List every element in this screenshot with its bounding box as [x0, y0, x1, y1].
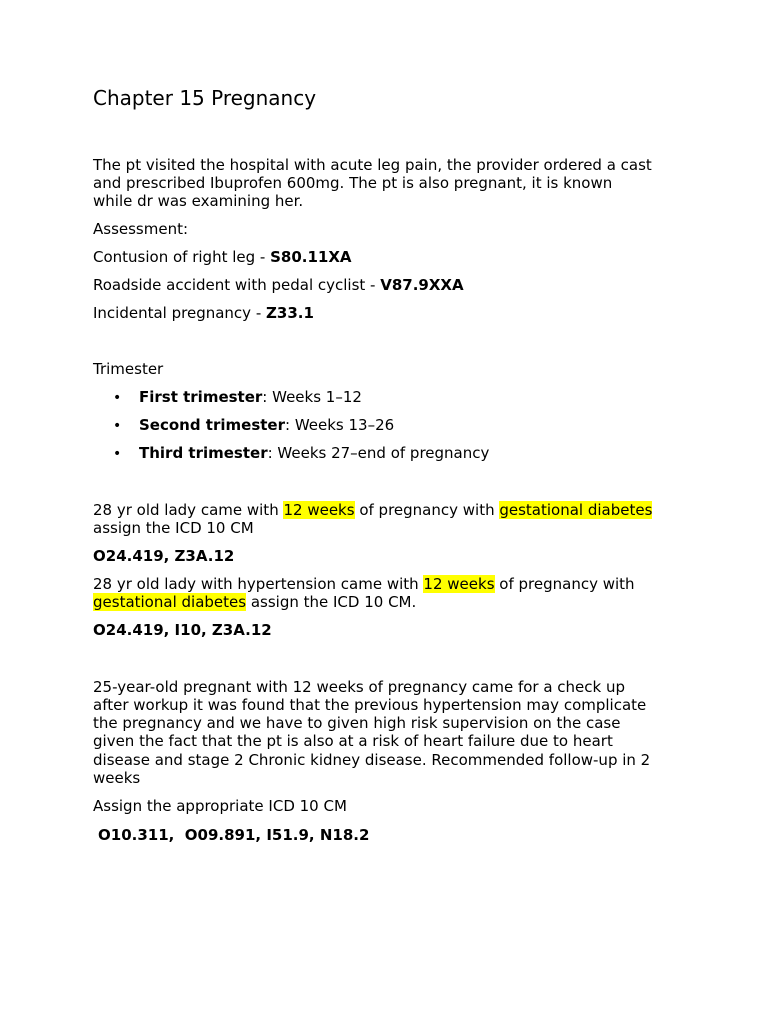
assessment-code: V87.9XXA	[380, 276, 464, 294]
trimester-label: First trimester	[139, 388, 263, 406]
intro-line-3: while dr was examining her.	[93, 192, 304, 210]
case3-line: weeks	[93, 769, 141, 787]
case3-answer	[98, 826, 369, 844]
case2-text-b: of pregnancy with	[494, 575, 635, 593]
case3-line: 25-year-old pregnant with 12 weeks of pregnancy came for a check up	[93, 678, 626, 696]
highlight-weeks: 12 weeks	[283, 501, 355, 519]
trimester-item	[139, 388, 362, 406]
page-title: Chapter 15 Pregnancy	[93, 86, 317, 110]
trimester-weeks: : Weeks 13–26	[285, 416, 395, 434]
case3-line: after workup it was found that the previous hypertension may complicate	[93, 696, 647, 714]
assessment-text: Contusion of right leg -	[93, 248, 271, 266]
trimester-item	[139, 444, 489, 462]
case1-text-b: of pregnancy with	[354, 501, 500, 519]
case2-answer-code: O24.419, I10, Z3A.12	[93, 621, 272, 639]
case3-line: disease and stage 2 Chronic kidney disease. Recommended follow-up in 2	[93, 751, 651, 769]
case1-text-a: 28 yr old lady came with	[93, 501, 284, 519]
case3-answer-code: O10.311, O09.891, I51.9, N18.2	[98, 826, 370, 844]
case1-line-2: assign the ICD 10 CM	[93, 519, 254, 537]
assessment-text: Incidental pregnancy -	[93, 304, 266, 322]
bullet-icon: •	[113, 390, 122, 406]
assessment-item	[93, 304, 314, 322]
case3-line: the pregnancy and we have to given high risk supervision on the case	[93, 714, 621, 732]
trimester-weeks: : Weeks 27–end of pregnancy	[267, 444, 490, 462]
highlight-weeks: 12 weeks	[423, 575, 495, 593]
case1-answer	[93, 547, 234, 565]
case2-line-1	[93, 575, 635, 593]
assessment-item	[93, 248, 352, 266]
case3-prompt: Assign the appropriate ICD 10 CM	[93, 797, 347, 815]
highlight-diagnosis: gestational diabetes	[499, 501, 653, 519]
assessment-heading: Assessment:	[93, 220, 189, 238]
highlight-diagnosis: gestational diabetes	[93, 593, 247, 611]
trimester-weeks: : Weeks 1–12	[262, 388, 362, 406]
case1-answer-code: O24.419, Z3A.12	[93, 547, 235, 565]
assessment-code: Z33.1	[266, 304, 314, 322]
case2-line-2	[93, 593, 416, 611]
case2-text-c: assign the ICD 10 CM.	[246, 593, 417, 611]
trimester-item	[139, 416, 394, 434]
assessment-code: S80.11XA	[270, 248, 352, 266]
trimester-label: Second trimester	[139, 416, 285, 434]
case3-line: given the fact that the pt is also at a risk of heart failure due to heart	[93, 732, 613, 750]
intro-line-1: The pt visited the hospital with acute leg pain, the provider ordered a cast	[93, 156, 652, 174]
bullet-icon: •	[113, 446, 122, 462]
trimester-heading: Trimester	[93, 360, 164, 378]
bullet-icon: •	[113, 418, 122, 434]
case2-answer	[93, 621, 272, 639]
trimester-label: Third trimester	[139, 444, 268, 462]
assessment-item	[93, 276, 464, 294]
intro-line-2: and prescribed Ibuprofen 600mg. The pt is also pregnant, it is known	[93, 174, 613, 192]
case1-line-1	[93, 501, 652, 519]
assessment-text: Roadside accident with pedal cyclist -	[93, 276, 381, 294]
case2-text-a: 28 yr old lady with hypertension came with	[93, 575, 424, 593]
